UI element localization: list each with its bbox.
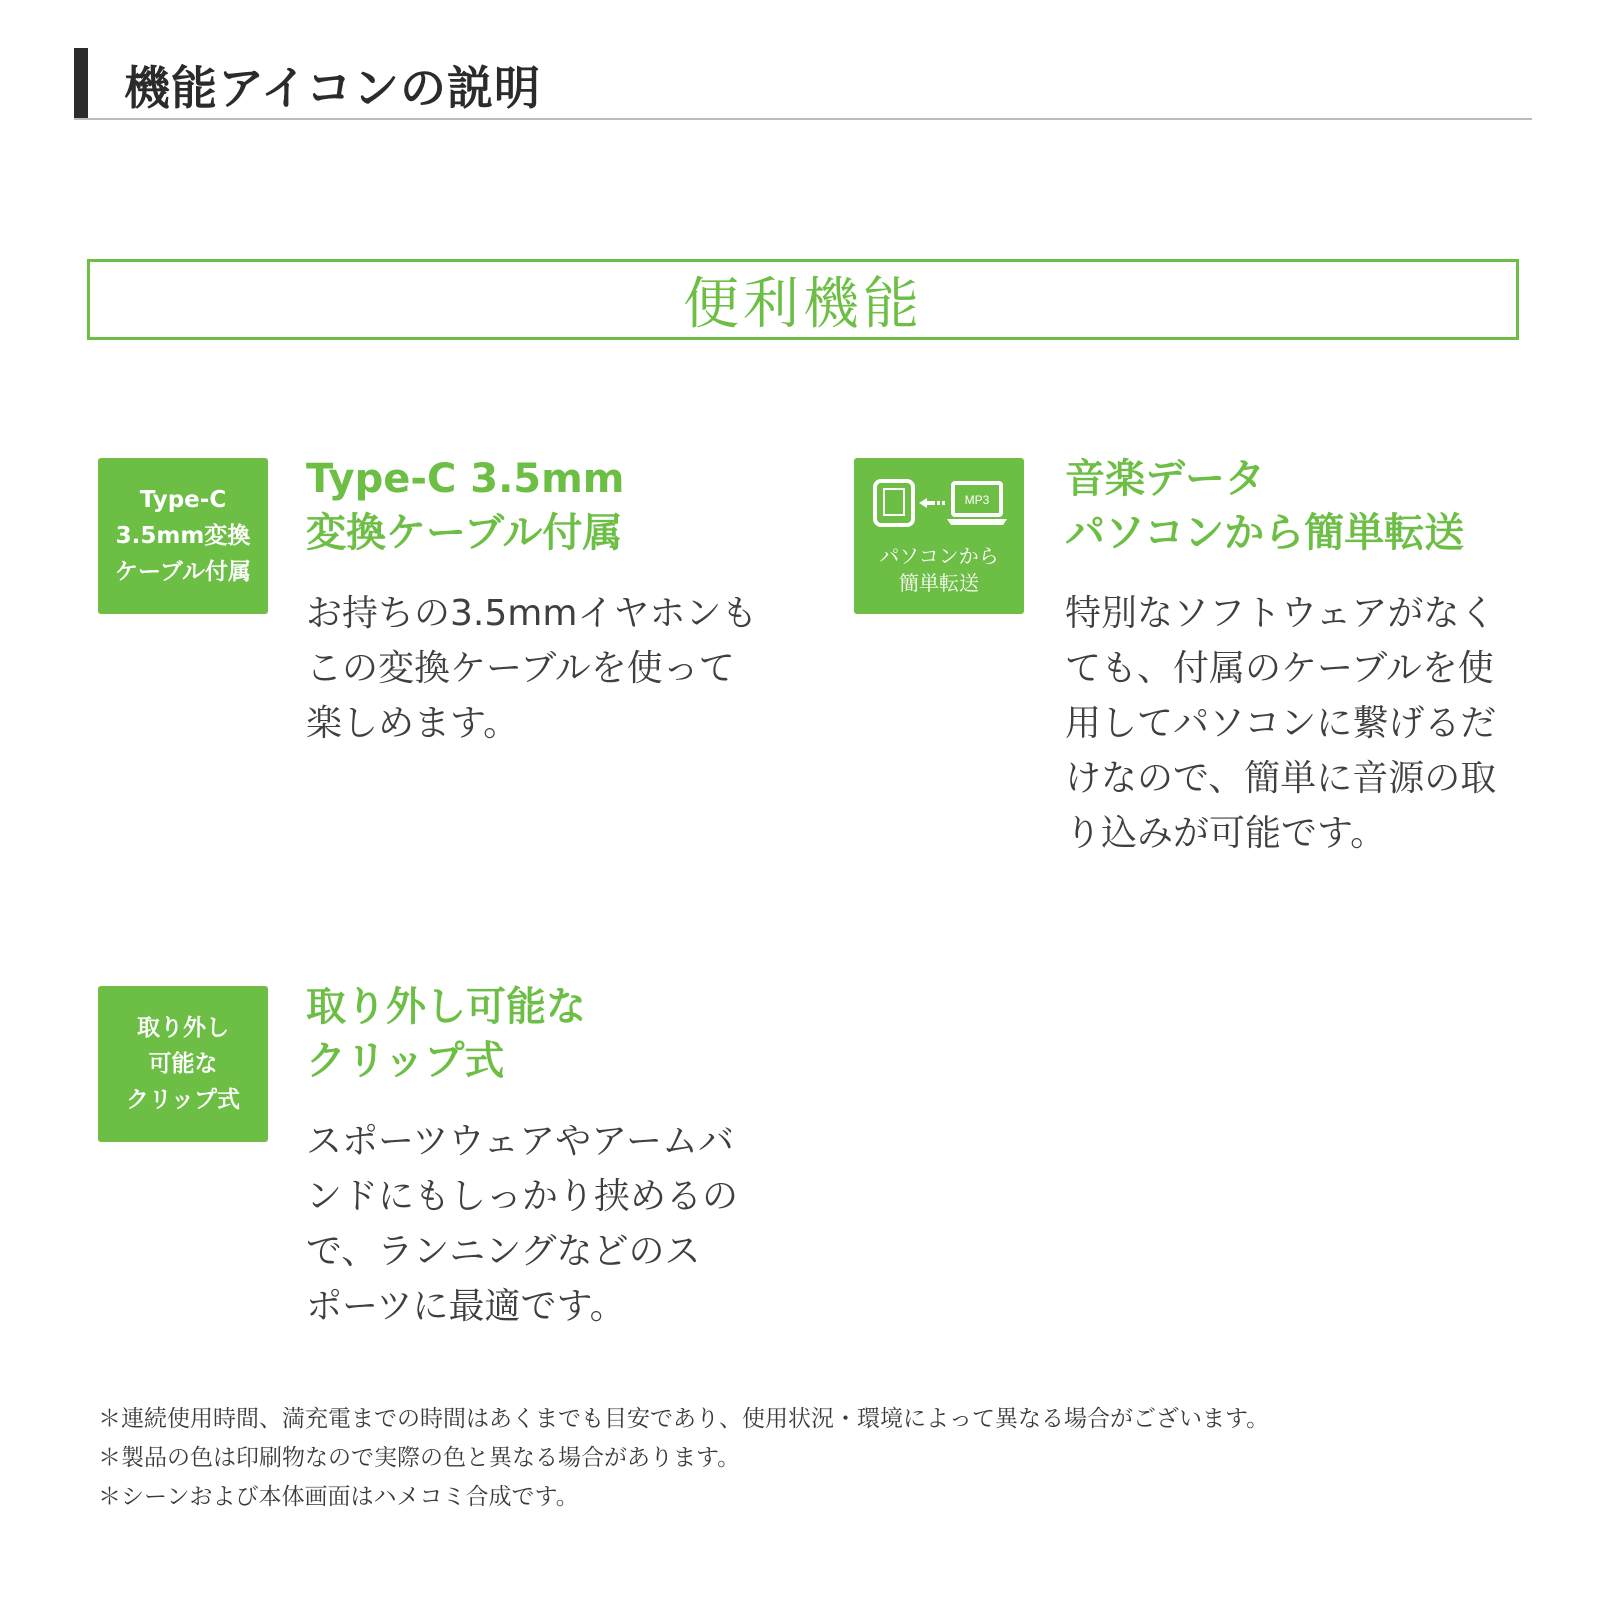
feature-body-line: ても、付属のケーブルを使 (1065, 648, 1494, 689)
feature-title-line: クリップ式 (306, 1038, 505, 1084)
feature-body-line: この変換ケーブルを使って (306, 648, 735, 689)
badge-line: 可能な (148, 1051, 218, 1077)
mp3-label: MP3 (964, 493, 990, 507)
section-heading: 便利機能 (683, 271, 923, 337)
badge-line: 取り外し (137, 1015, 229, 1041)
feature-title-line: Type-C 3.5mm (306, 456, 625, 502)
footnote: ＊連続使用時間、満充電までの時間はあくまでも目安であり、使用状況・環境によって異なる場合がございます。 (98, 1406, 1270, 1432)
feature-description (1065, 586, 1496, 861)
footnote: ＊製品の色は印刷物なので実際の色と異なる場合があります。 (98, 1445, 741, 1471)
badge-line: 3.5mm変換 (115, 523, 251, 549)
feature-description (306, 586, 757, 751)
feature-title-line: パソコンから簡単転送 (1065, 510, 1465, 556)
badge-line: ケーブル付属 (115, 559, 251, 585)
feature-body-line: 特別なソフトウェアがなく (1065, 593, 1496, 634)
feature-body-line: スポーツウェアやアームバ (306, 1121, 735, 1162)
feature-body-line: 用してパソコンに繋げるだ (1065, 703, 1497, 744)
footnotes (98, 1400, 1269, 1517)
section-heading-box (87, 259, 1519, 340)
feature-body-line: お持ちの3.5mmイヤホンも (306, 593, 758, 634)
badge-line: パソコンから (879, 544, 999, 568)
feature-title-line: 音楽データ (1065, 456, 1265, 502)
page-title: 機能アイコンの説明 (124, 61, 542, 115)
feature-title-line: 取り外し可能な (306, 984, 586, 1030)
badge-line: クリップ式 (125, 1087, 241, 1113)
feature-body-line: 楽しめます。 (306, 703, 520, 744)
device-to-laptop-icon (871, 475, 1007, 533)
footnote: ＊シーンおよび本体画面はハメコミ合成です。 (98, 1484, 579, 1510)
feature-title (306, 452, 624, 560)
feature-title (1065, 452, 1464, 560)
feature-body-line: り込みが可能です。 (1065, 813, 1387, 854)
feature-description (306, 1114, 738, 1334)
feature-body-line: けなので、簡単に音源の取 (1065, 758, 1497, 799)
pc-transfer-icon (871, 475, 1007, 533)
feature-body-line: ンドにもしっかり挟めるの (306, 1176, 739, 1217)
feature-body-line: ポーツに最適です。 (306, 1286, 626, 1327)
page-header (74, 46, 1532, 120)
badge-line: 簡単転送 (899, 571, 979, 595)
header-accent-bar (74, 48, 88, 118)
feature-badge-clip (98, 986, 268, 1142)
feature-title (306, 980, 586, 1088)
feature-title-line: 変換ケーブル付属 (306, 510, 623, 556)
feature-badge-pc-transfer (854, 458, 1024, 614)
badge-line: Type-C (139, 487, 227, 513)
feature-body-line: で、ランニングなどのス (306, 1231, 701, 1272)
feature-badge-type-c (98, 458, 268, 614)
